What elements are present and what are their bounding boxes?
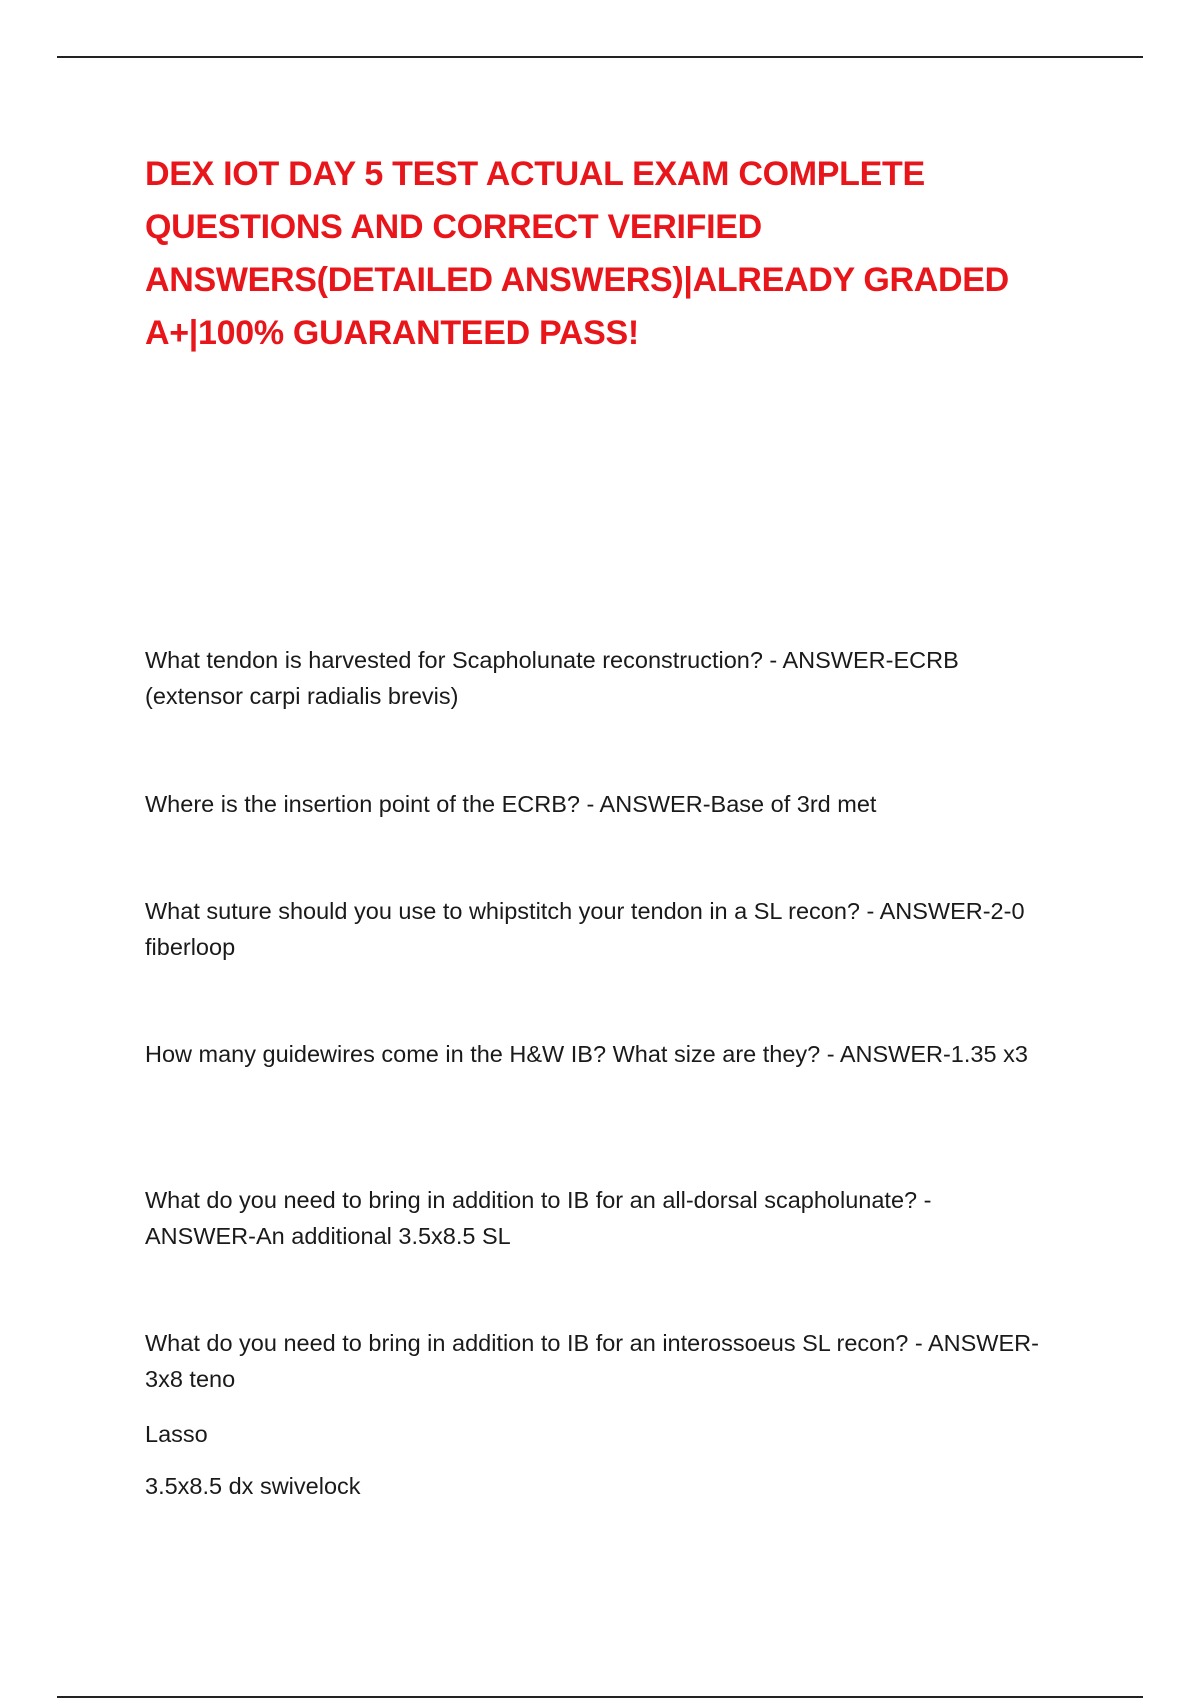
bottom-rule — [57, 1696, 1143, 1698]
qa-item-2: Where is the insertion point of the ECRB? - ANSWER-Base of 3rd met — [145, 791, 877, 817]
answer-continuation-line: Lasso — [145, 1421, 208, 1447]
qa-item-1: What tendon is harvested for Scapholunate reconstruction? - ANSWER-ECRB (extensor carpi radialis brevis) — [145, 647, 959, 709]
qa-item-6: What do you need to bring in addition to IB for an interossoeus SL recon? - ANSWER-3x8 teno — [145, 1330, 1039, 1392]
document-title: DEX IOT DAY 5 TEST ACTUAL EXAM COMPLETE QUESTIONS AND CORRECT VERIFIED ANSWERS(DETAILED ANSWERS)|ALREADY GRADED A+|100% GUARANTEED PASS! — [145, 155, 1009, 352]
qa-item-3: What suture should you use to whipstitch your tendon in a SL recon? - ANSWER-2-0 fiberloop — [145, 898, 1025, 960]
answer-continuation-line: 3.5x8.5 dx swivelock — [145, 1473, 361, 1499]
qa-item-5: What do you need to bring in addition to IB for an all-dorsal scapholunate? - ANSWER-An additional 3.5x8.5 SL — [145, 1187, 932, 1249]
top-rule — [57, 56, 1143, 58]
qa-item-4: How many guidewires come in the H&W IB? What size are they? - ANSWER-1.35 x3 — [145, 1041, 1028, 1067]
